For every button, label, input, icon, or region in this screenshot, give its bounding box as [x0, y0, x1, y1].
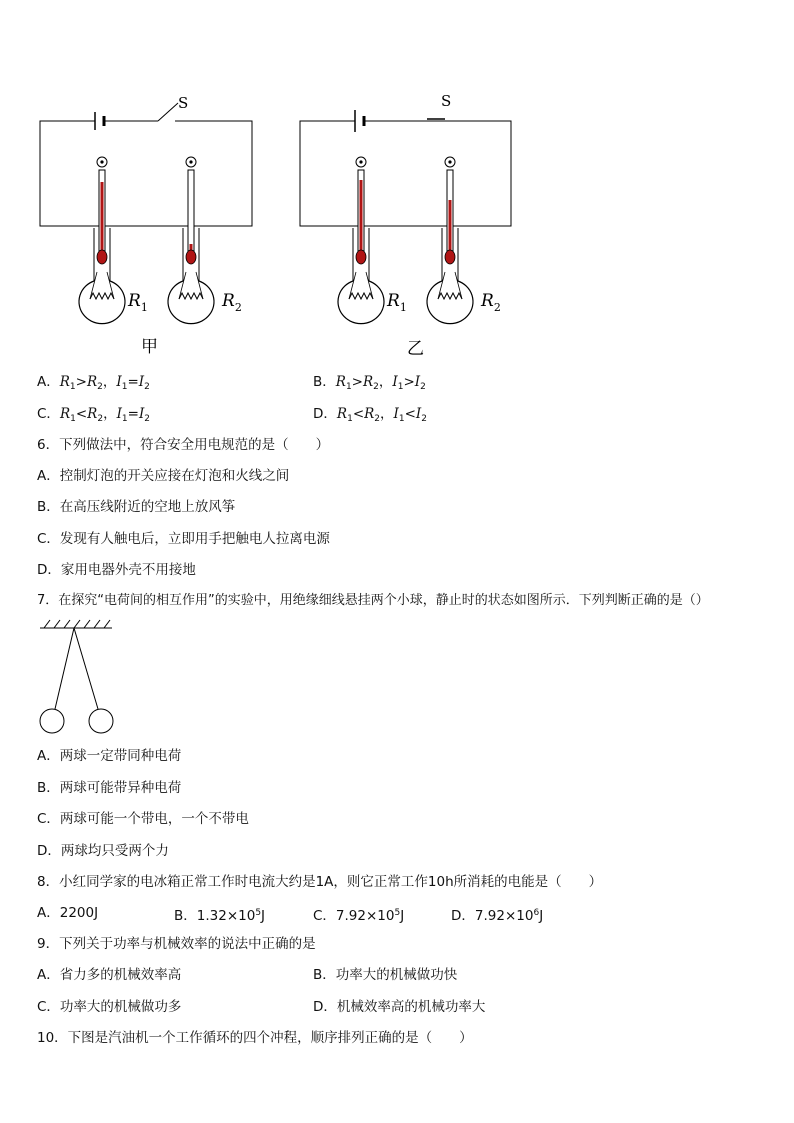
q5-option-d[interactable]: D．$R_1<R_2$，$I_1<I_2$: [313, 406, 427, 424]
q8-option-d[interactable]: D．$7.92\times 10^6J$: [451, 908, 544, 924]
flask-r1-jia-liquid-column: [101, 182, 104, 254]
circuit-jia: [40, 103, 252, 226]
q7-option-d[interactable]: D．两球均只受两个力: [37, 843, 169, 859]
q6-option-d[interactable]: D．家用电器外壳不用接地: [37, 562, 196, 578]
q6-stem: 6．下列做法中，符合安全用电规范的是（ ）: [37, 437, 330, 453]
q7-stem: 7．在探究“电荷间的相互作用”的实验中，用绝缘细线悬挂两个小球，静止时的状态如图所示．下列判断正确的是（）: [37, 593, 709, 608]
q8-stem: 8．小红同学家的电冰箱正常工作时电流大约是1A，则它正常工作10h所消耗的电能是（ ）: [37, 874, 603, 890]
q5-option-c[interactable]: C．$R_1<R_2$，$I_1=I_2$: [37, 406, 151, 424]
r1-label-jia: $R_1$: [128, 291, 148, 314]
q5-option-a[interactable]: A．$R_1>R_2$，$I_1=I_2$: [37, 374, 150, 392]
circuit-figures: [0, 0, 794, 360]
flask-r2-yi-liquid-column: [449, 200, 452, 254]
switch-label-jia: S: [178, 94, 189, 112]
q10-stem: 10．下图是汽油机一个工作循环的四个冲程，顺序排列正确的是（ ）: [37, 1030, 473, 1046]
q8-option-a[interactable]: A．2200J: [37, 905, 99, 921]
q8-option-b[interactable]: B．$1.32\times 10^5J$: [174, 908, 266, 924]
flask-r2-jia: [168, 157, 214, 324]
r2-label-yi: $R_2$: [481, 291, 501, 314]
caption-jia: 甲: [141, 337, 158, 357]
q8-option-c[interactable]: C．$7.92\times 10^5J$: [313, 908, 405, 924]
r1-label-yi: $R_1$: [387, 291, 407, 314]
q7-option-a[interactable]: A．两球一定带同种电荷: [37, 748, 182, 764]
q5-option-b[interactable]: B．$R_1>R_2$，$I_1>I_2$: [313, 374, 426, 392]
thread-left: [55, 628, 74, 709]
flask-r1-yi: [338, 157, 384, 324]
q9-option-c[interactable]: C．功率大的机械做功多: [37, 999, 182, 1015]
ceiling-hatch: [44, 620, 110, 628]
q9-stem: 9．下列关于功率与机械效率的说法中正确的是: [37, 936, 316, 952]
flask-r2-yi: [427, 157, 473, 324]
r2-label-jia: $R_2$: [222, 291, 242, 314]
switch-arm-open-jia: [158, 103, 178, 121]
q7-option-c[interactable]: C．两球可能一个带电，一个不带电: [37, 811, 249, 827]
q9-option-d[interactable]: D．机械效率高的机械功率大: [313, 999, 486, 1015]
circuit-yi: [300, 110, 511, 226]
q6-option-b[interactable]: B．在高压线附近的空地上放风筝: [37, 499, 236, 515]
switch-label-yi: S: [441, 92, 452, 110]
ball-left: [40, 709, 64, 733]
flask-r1-jia: [79, 157, 125, 324]
wire-loop-jia: [40, 121, 252, 226]
flask-r1-yi-liquid-column: [360, 180, 363, 254]
q9-option-a[interactable]: A．省力多的机械效率高: [37, 967, 182, 983]
q6-option-a[interactable]: A．控制灯泡的开关应接在灯泡和火线之间: [37, 468, 290, 484]
q9-option-b[interactable]: B．功率大的机械做功快: [313, 967, 458, 983]
pendulum-figure: [30, 618, 130, 738]
caption-yi: 乙: [407, 339, 424, 359]
ball-right: [89, 709, 113, 733]
wire-loop-yi: [300, 121, 511, 226]
thread-right: [74, 628, 98, 709]
q6-option-c[interactable]: C．发现有人触电后，立即用手把触电人拉离电源: [37, 531, 330, 547]
q7-option-b[interactable]: B．两球可能带异种电荷: [37, 780, 182, 796]
